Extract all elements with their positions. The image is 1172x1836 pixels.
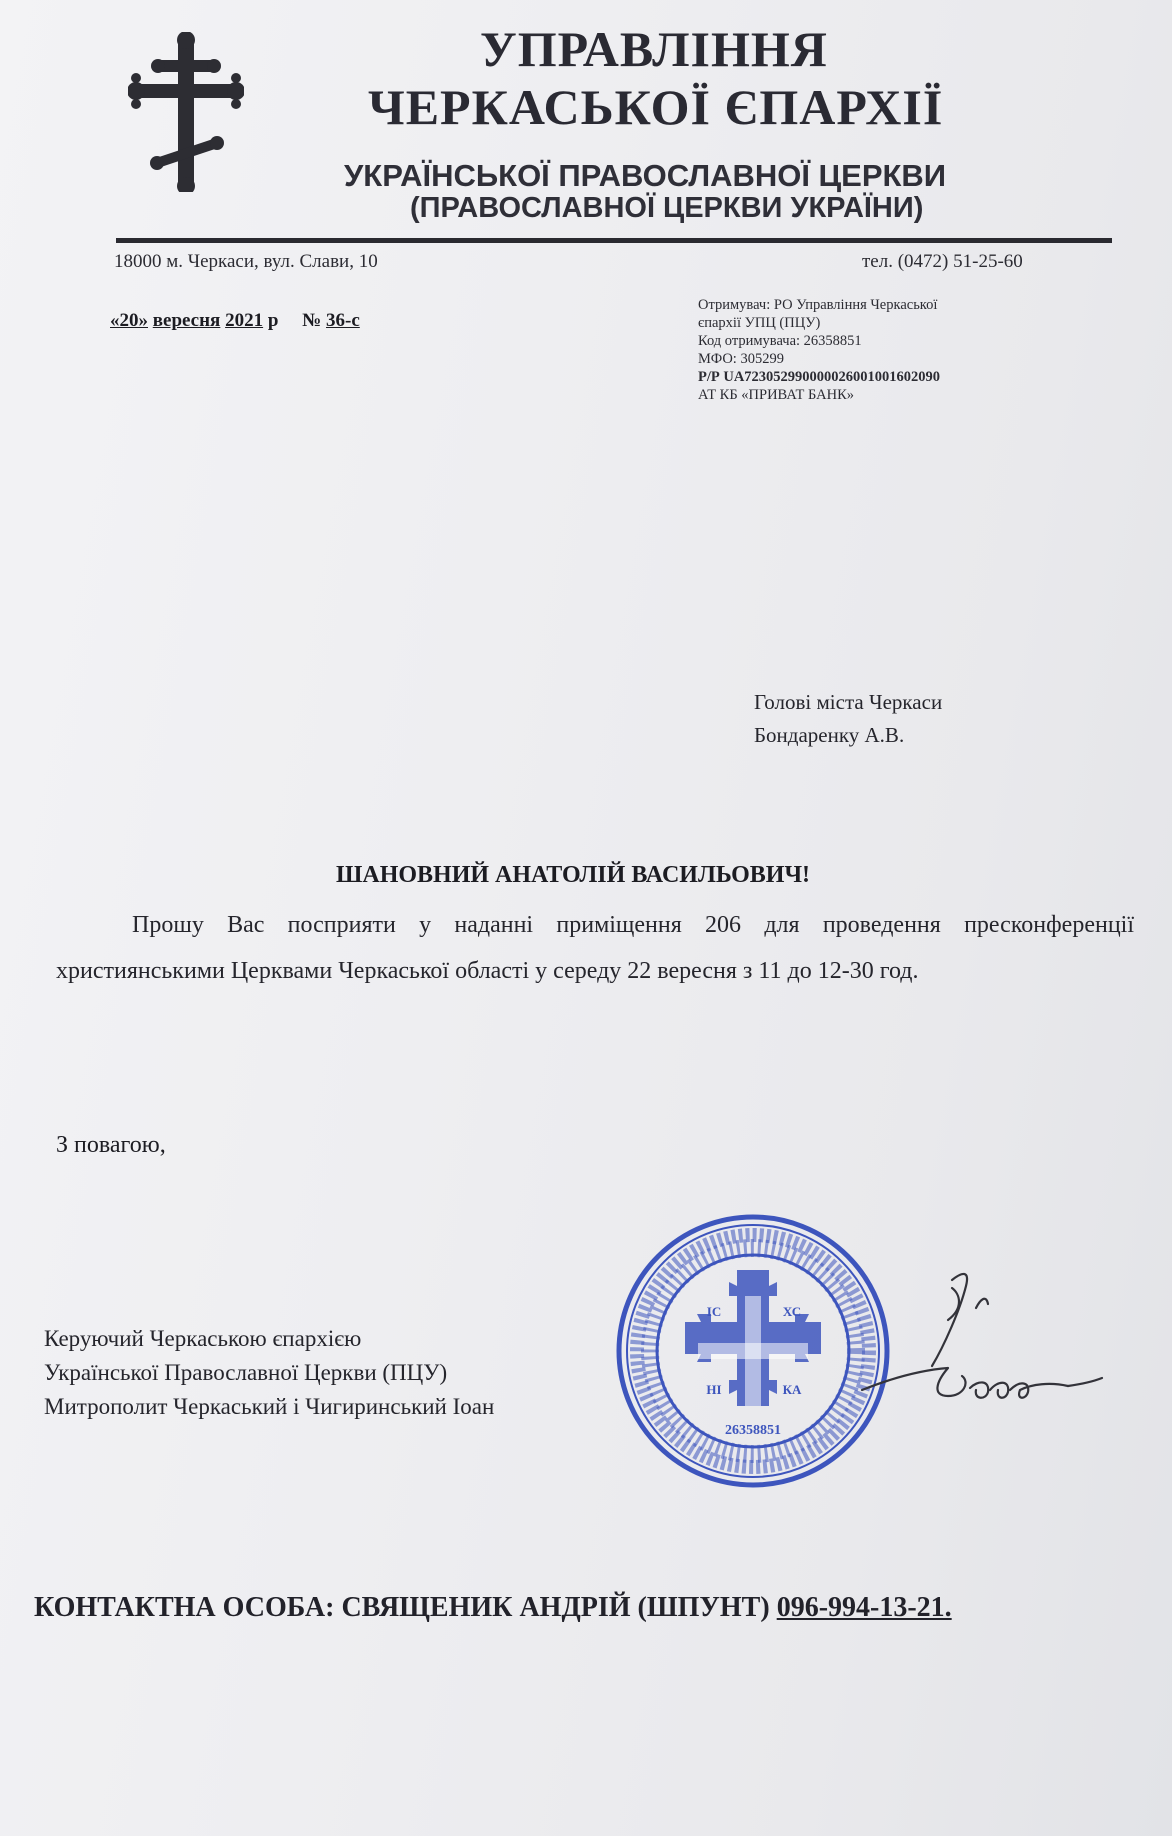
header-subtitle-line2: (ПРАВОСЛАВНОЇ ЦЕРКВИ УКРАЇНИ) (410, 192, 924, 224)
seal-code: 26358851 (725, 1423, 781, 1438)
header-phone: тел. (0472) 51-25-60 (862, 251, 1023, 272)
bank-account: Р/Р UA723052990000026001001602090 (698, 369, 941, 385)
date-year: 2021 (225, 310, 264, 331)
number-label: № (302, 310, 322, 331)
contact-label: КОНТАКТНА ОСОБА: СВЯЩЕНИК АНДРІЙ (ШПУНТ) (34, 1592, 770, 1623)
header-address: 18000 м. Черкаси, вул. Слави, 10 (114, 251, 378, 272)
contact-phone: 096-994-13-21. (776, 1592, 952, 1623)
seal-cross-label: ІС (706, 1304, 722, 1319)
signer-line: Митрополит Черкаський і Чигиринський Іоан (44, 1394, 495, 1419)
date-month: вересня (152, 310, 221, 331)
salutation: ШАНОВНИЙ АНАТОЛІЙ ВАСИЛЬОВИЧ! (336, 862, 811, 888)
seal-cross-label: ХС (782, 1304, 802, 1319)
recipient-line: Голові міста Черкаси (754, 690, 943, 714)
bank-line: Отримувач: РО Управління Черкаської (698, 297, 938, 313)
seal-cross-label: НІ (706, 1382, 722, 1397)
signer-block (44, 1322, 494, 1424)
document-number: 36-с (326, 310, 360, 331)
recipient-block (754, 686, 942, 752)
date-day: «20» (110, 310, 148, 331)
recipient-line: Бондаренку А.В. (754, 723, 905, 747)
bank-line: МФО: 305299 (698, 351, 784, 367)
bank-line: Код отримувача: 26358851 (698, 333, 862, 349)
date-suffix: р (267, 310, 279, 331)
closing: З повагою, (56, 1132, 166, 1158)
contact-person (34, 1592, 952, 1624)
signer-line: Керуючий Черкаською єпархією (44, 1326, 362, 1351)
signer-line: Української Православної Церкви (ПЦУ) (44, 1360, 448, 1385)
orthodox-cross-icon (128, 32, 244, 192)
official-seal-stamp (614, 1212, 892, 1490)
header-title-line1: УПРАВЛІННЯ (480, 21, 828, 77)
document-date-number (110, 310, 360, 332)
bank-details (698, 296, 940, 404)
bank-line: єпархії УПЦ (ПЦУ) (698, 315, 821, 331)
bank-name: АТ КБ «ПРИВАТ БАНК» (698, 387, 854, 403)
letter-body: Прошу Вас посприяти у наданні приміщення 206 для проведення пресконференції християнськими Церквами Черкаської області у середу 22 вересня з 11 до 12-30 год. (56, 912, 1134, 984)
header-subtitle-line1: УКРАЇНСЬКОЇ ПРАВОСЛАВНОЇ ЦЕРКВИ (344, 158, 947, 193)
signature (852, 1250, 1152, 1450)
seal-cross-label: КА (782, 1382, 802, 1397)
header-divider (116, 238, 1112, 243)
header-title-line2: ЧЕРКАСЬКОЇ ЄПАРХІЇ (368, 79, 944, 135)
